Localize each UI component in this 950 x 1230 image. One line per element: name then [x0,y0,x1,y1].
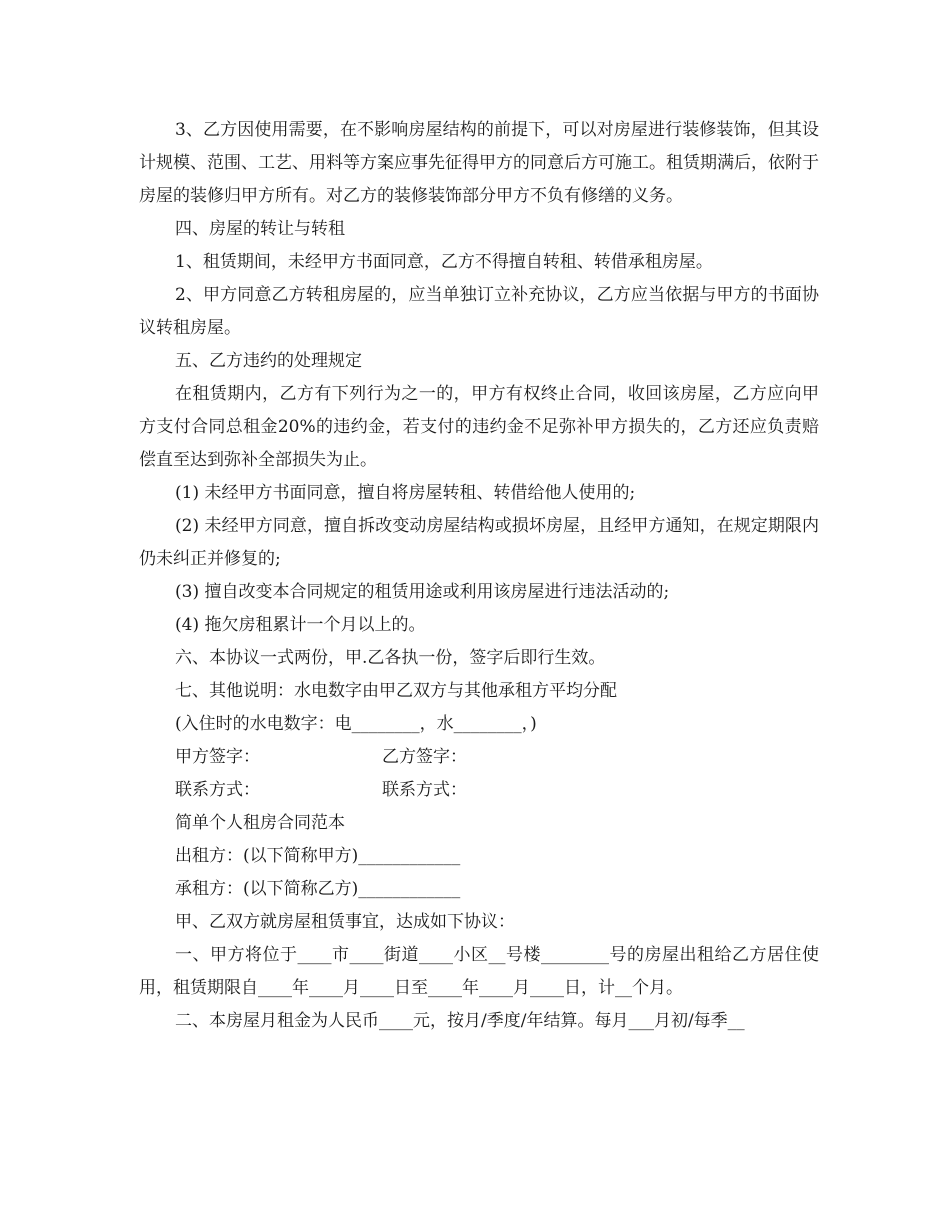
clause-2-rent: 二、本房屋月租金为人民币____元，按月/季度/年结算。每月___月初/每季__ [175,1011,745,1031]
clause-1-location: 一、甲方将位于____市____街道____小区__号楼________号的房屋出租给乙方居住使用，租赁期限自____年____月____日至____年____月____日，计__个月。 [139,945,819,998]
party-a-signature-label: 甲方签字： [175,747,260,767]
clause-5-item-4: (4) 拖欠房租累计一个月以上的。 [175,615,426,635]
party-a-contact-label: 联系方式： [175,780,260,800]
section-6: 六、本协议一式两份，甲.乙各执一份，签字后即行生效。 [175,648,606,668]
contract-title: 简单个人租房合同范本 [175,813,345,833]
party-b-contact-label: 联系方式： [382,780,467,800]
lessee-line: 承租方：(以下简称乙方)____________ [175,879,461,899]
meter-readings: (入住时的水电数字：电________，水________，) [175,714,537,734]
section-4-heading: 四、房屋的转让与转租 [175,219,345,239]
clause-5-item-2: (2) 未经甲方同意，擅自拆改变动房屋结构或损坏房屋，且经甲方通知，在规定期限内仍未纠正并修复的; [139,516,819,569]
signature-row [139,741,819,774]
agreement-intro: 甲、乙双方就房屋租赁事宜，达成如下协议： [175,912,515,932]
document-body [139,114,819,1038]
party-b-signature-label: 乙方签字： [382,747,467,767]
lessor-line: 出租方：(以下简称甲方)____________ [175,846,461,866]
clause-4-1: 1、租赁期间，未经甲方书面同意，乙方不得擅自转租、转借承租房屋。 [175,252,713,272]
contact-row [139,774,819,807]
clause-5-item-1: (1) 未经甲方书面同意，擅自将房屋转租、转借给他人使用的; [175,483,636,503]
clause-3-decoration: 3、乙方因使用需要，在不影响房屋结构的前提下，可以对房屋进行装修装饰，但其设计规模、范围、工艺、用料等方案应事先征得甲方的同意后方可施工。租赁期满后，依附于房屋的装修归甲方所有。对乙方的装修装饰部分甲方不负有修缮的义务。 [139,120,819,206]
clause-4-2: 2、甲方同意乙方转租房屋的，应当单独订立补充协议，乙方应当依据与甲方的书面协议转租房屋。 [139,285,819,338]
clause-5-intro: 在租赁期内，乙方有下列行为之一的，甲方有权终止合同，收回该房屋，乙方应向甲方支付合同总租金20%的违约金，若支付的违约金不足弥补甲方损失的，乙方还应负责赔偿直至达到弥补全部损失为止。 [139,384,819,470]
section-7: 七、其他说明：水电数字由甲乙双方与其他承租方平均分配 [175,681,617,701]
clause-5-item-3: (3) 擅自改变本合同规定的租赁用途或利用该房屋进行违法活动的; [175,582,670,602]
section-5-heading: 五、乙方违约的处理规定 [175,351,362,371]
